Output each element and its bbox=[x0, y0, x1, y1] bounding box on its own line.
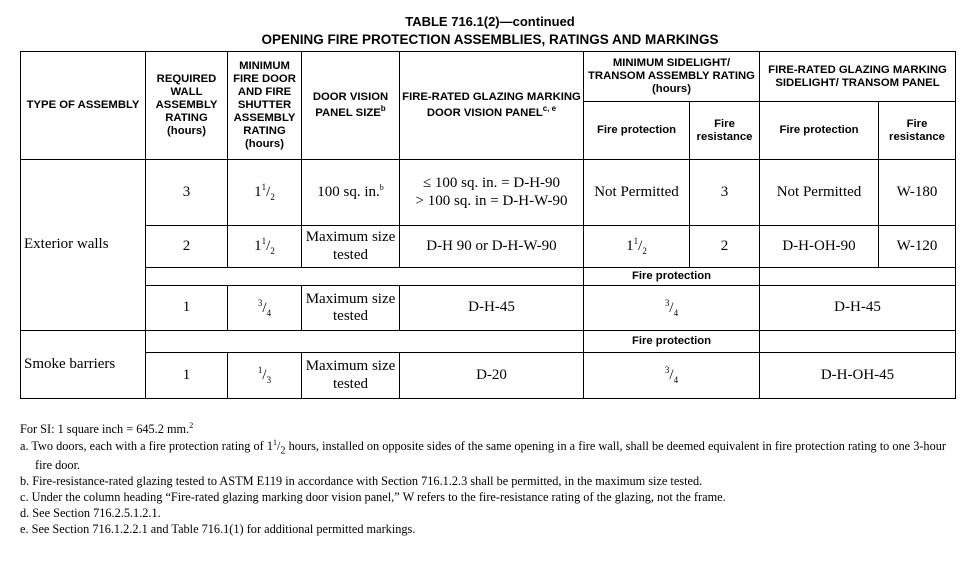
cell-glazing: ≤ 100 sq. in. = D-H-90 > 100 sq. in = D-H-W-90 bbox=[400, 160, 584, 226]
footnote-a: a. Two doors, each with a fire protection rating of $1^1/_2$ hours, installed on opposite sides of the same opening in a fire wall, shall be deemed equivalent in fire protection rating to one 3-hour fire door. bbox=[20, 438, 946, 472]
cell-door: $^3/_4$ bbox=[228, 286, 302, 331]
header-mk-fire-resistance: Fire resistance bbox=[879, 102, 956, 160]
header-glazing-marking: FIRE-RATED GLAZING MARKING DOOR VISION PANEL$^{c, e}$ bbox=[400, 52, 584, 160]
blank-cell bbox=[146, 268, 584, 286]
cell-mk-protection: D-H-OH-45 bbox=[760, 353, 956, 399]
cell-mk-protection: D-H-45 bbox=[760, 286, 956, 331]
cell-sl-protection: $1^1/_2$ bbox=[584, 226, 690, 268]
footnote-si: For SI: 1 square inch = 645.2 mm.$^2$ bbox=[20, 421, 194, 437]
cell-wall: 2 bbox=[146, 226, 228, 268]
fire-protection-table bbox=[20, 51, 956, 399]
table-row bbox=[21, 160, 956, 226]
footnote-b: b. Fire-resistance-rated glazing tested to ASTM E119 in accordance with Section 716.1.2.3 shall be permitted, in the maximum size tested. bbox=[20, 473, 703, 488]
header-door-rating: MINIMUM FIRE DOOR AND FIRE SHUTTER ASSEMBLY RATING (hours) bbox=[228, 52, 302, 160]
blank-cell bbox=[760, 268, 956, 286]
table-subheader-row bbox=[21, 268, 956, 286]
subheader-fire-protection: Fire protection bbox=[584, 268, 760, 286]
table-row bbox=[21, 226, 956, 268]
subheader-fire-protection: Fire protection bbox=[584, 331, 760, 353]
header-wall-rating: REQUIRED WALL ASSEMBLY RATING (hours) bbox=[146, 52, 228, 160]
footnote-d: d. See Section 716.2.5.1.2.1. bbox=[20, 505, 161, 520]
header-type: TYPE OF ASSEMBLY bbox=[21, 52, 146, 160]
cell-sl-protection: $^3/_4$ bbox=[584, 286, 760, 331]
cell-mk-protection: D-H-OH-90 bbox=[760, 226, 879, 268]
cell-vision: 100 sq. in.$^b$ bbox=[302, 160, 400, 226]
cell-glazing: D-H-45 bbox=[400, 286, 584, 331]
cell-door: $1^1/_2$ bbox=[228, 160, 302, 226]
footnote-c: c. Under the column heading “Fire-rated glazing marking door vision panel,” W refers to the fire-resistance rating of the glazing, not the frame. bbox=[20, 489, 726, 504]
header-mk-fire-protection: Fire protection bbox=[760, 102, 879, 160]
table-subheader-row bbox=[21, 331, 956, 353]
header-vision-size: DOOR VISION PANEL SIZE$^b$ bbox=[302, 52, 400, 160]
cell-sl-resistance: 2 bbox=[690, 226, 760, 268]
cell-wall: 1 bbox=[146, 353, 228, 399]
cell-vision: Maximum size tested bbox=[302, 353, 400, 399]
cell-sl-protection: $^3/_4$ bbox=[584, 353, 760, 399]
cell-glazing: D-H 90 or D-H-W-90 bbox=[400, 226, 584, 268]
cell-sl-resistance: 3 bbox=[690, 160, 760, 226]
blank-cell bbox=[146, 331, 584, 353]
cell-vision: Maximum size tested bbox=[302, 226, 400, 268]
cell-vision: Maximum size tested bbox=[302, 286, 400, 331]
cell-mk-resistance: W-180 bbox=[879, 160, 956, 226]
cell-mk-protection: Not Permitted bbox=[760, 160, 879, 226]
table-row bbox=[21, 353, 956, 399]
cell-glazing: D-20 bbox=[400, 353, 584, 399]
cell-sl-protection: Not Permitted bbox=[584, 160, 690, 226]
header-sl-fire-protection: Fire protection bbox=[584, 102, 690, 160]
header-sidelight-rating: MINIMUM SIDELIGHT/ TRANSOM ASSEMBLY RATING (hours) bbox=[584, 52, 760, 102]
table-row bbox=[21, 286, 956, 331]
table-subtitle: OPENING FIRE PROTECTION ASSEMBLIES, RATINGS AND MARKINGS bbox=[261, 32, 719, 47]
table-title: TABLE 716.1(2)—continued bbox=[405, 14, 575, 29]
header-sl-fire-resistance: Fire resistance bbox=[690, 102, 760, 160]
row-label-smoke: Smoke barriers bbox=[21, 331, 146, 399]
cell-wall: 1 bbox=[146, 286, 228, 331]
table-footnotes bbox=[20, 421, 965, 538]
cell-mk-resistance: W-120 bbox=[879, 226, 956, 268]
blank-cell bbox=[760, 331, 956, 353]
row-label-exterior: Exterior walls bbox=[21, 160, 146, 331]
cell-door: $^1/_3$ bbox=[228, 353, 302, 399]
cell-door: $1^1/_2$ bbox=[228, 226, 302, 268]
cell-wall: 3 bbox=[146, 160, 228, 226]
footnote-e: e. See Section 716.1.2.2.1 and Table 716.1(1) for additional permitted markings. bbox=[20, 521, 416, 536]
header-sidelight-marking: FIRE-RATED GLAZING MARKING SIDELIGHT/ TRANSOM PANEL bbox=[760, 52, 956, 102]
